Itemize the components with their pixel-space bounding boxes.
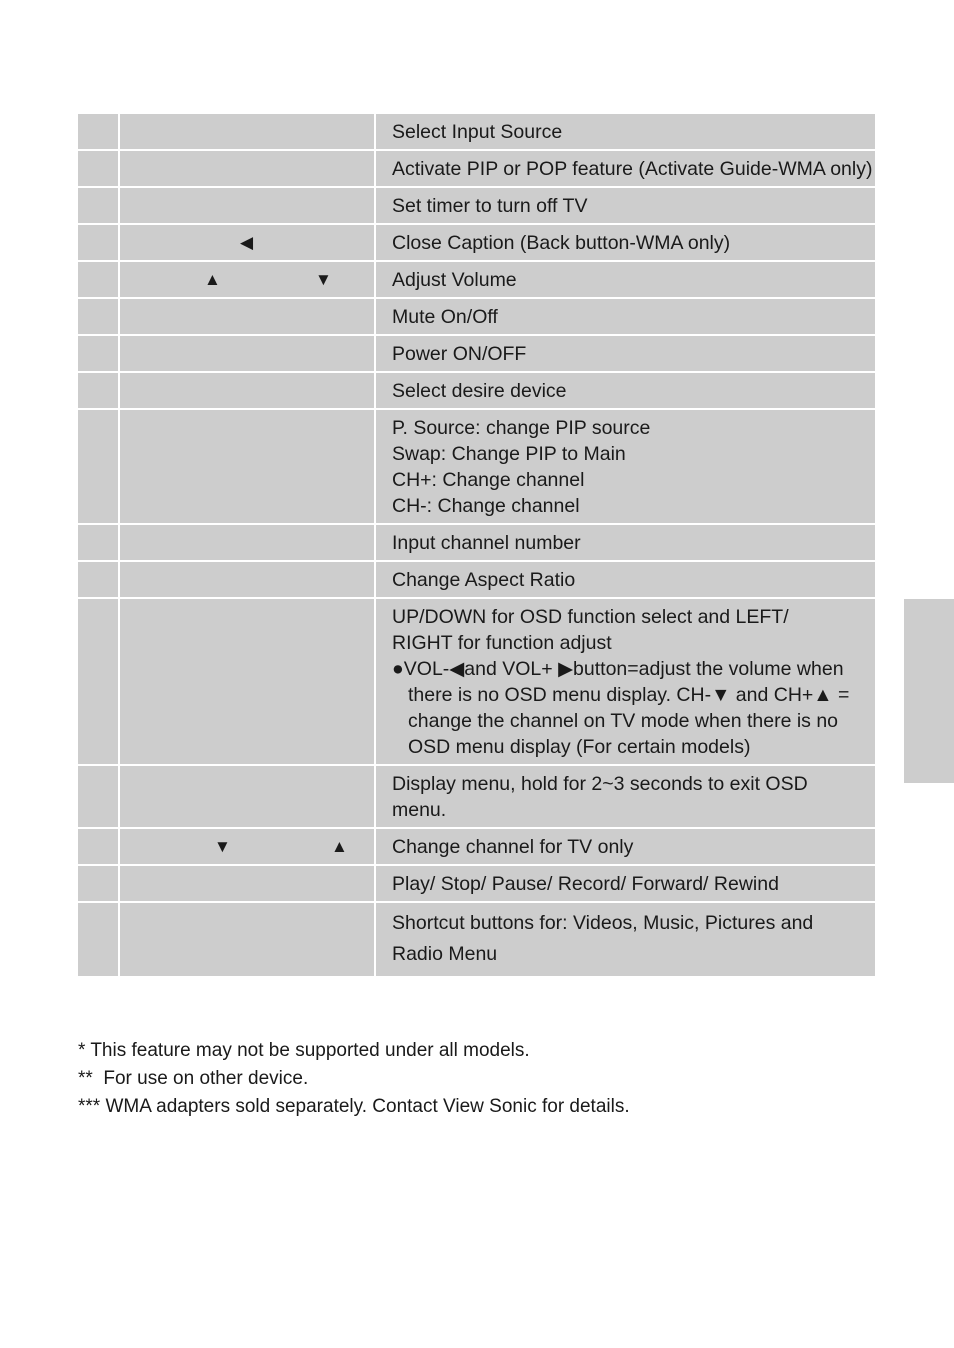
function-cell: Display menu, hold for 2~3 seconds to exit OSD menu. xyxy=(375,765,875,828)
table-row xyxy=(78,409,875,524)
number-cell xyxy=(78,828,119,865)
function-cell: Adjust Volume xyxy=(375,261,875,298)
button-cell xyxy=(119,765,375,828)
button-cell xyxy=(119,298,375,335)
table-row xyxy=(78,114,875,150)
table-row xyxy=(78,902,875,976)
side-tab xyxy=(904,599,954,783)
button-cell xyxy=(119,335,375,372)
function-cell: UP/DOWN for OSD function select and LEFT/ RIGHT for function adjust ●VOL-◀and VOL+ ▶button=adjust the volume when there is no OSD menu display. CH-▼ and CH+▲ = change the channel on TV mode when there is no OSD menu display (For certain models) xyxy=(375,598,875,765)
button-cell xyxy=(119,187,375,224)
function-cell: Select desire device xyxy=(375,372,875,409)
table-row xyxy=(78,150,875,187)
number-cell xyxy=(78,902,119,976)
table-row xyxy=(78,261,875,298)
table-row xyxy=(78,524,875,561)
number-cell xyxy=(78,409,119,524)
number-cell xyxy=(78,372,119,409)
number-cell xyxy=(78,187,119,224)
function-cell: Shortcut buttons for: Videos, Music, Pictures and Radio Menu xyxy=(375,902,875,976)
button-cell xyxy=(119,114,375,150)
number-cell xyxy=(78,114,119,150)
function-cell: Set timer to turn off TV xyxy=(375,187,875,224)
table-row xyxy=(78,372,875,409)
button-cell xyxy=(119,598,375,765)
up-arrow-icon: ▲ xyxy=(204,270,221,289)
function-cell: Change channel for TV only xyxy=(375,828,875,865)
button-cell xyxy=(119,865,375,902)
function-cell: Power ON/OFF xyxy=(375,335,875,372)
button-cell xyxy=(119,224,375,261)
down-arrow-icon: ▼ xyxy=(315,270,332,289)
footnote: ** For use on other device. xyxy=(78,1068,309,1089)
button-cell xyxy=(119,561,375,598)
table-row xyxy=(78,335,875,372)
button-cell xyxy=(119,261,375,298)
function-cell: Select Input Source xyxy=(375,114,875,150)
footnotes xyxy=(78,1037,630,1121)
button-cell xyxy=(119,524,375,561)
number-cell xyxy=(78,765,119,828)
left-arrow-icon: ◀ xyxy=(240,233,254,252)
table-row xyxy=(78,187,875,224)
number-cell xyxy=(78,224,119,261)
number-cell xyxy=(78,150,119,187)
table-row xyxy=(78,561,875,598)
up-arrow-icon: ▲ xyxy=(331,837,348,856)
function-cell: Play/ Stop/ Pause/ Record/ Forward/ Rewind xyxy=(375,865,875,902)
footnote: * This feature may not be supported under all models. xyxy=(78,1040,530,1061)
number-cell xyxy=(78,561,119,598)
button-cell xyxy=(119,409,375,524)
remote-control-table xyxy=(78,114,875,976)
table-row xyxy=(78,298,875,335)
function-cell: Input channel number xyxy=(375,524,875,561)
down-arrow-icon: ▼ xyxy=(214,837,231,856)
function-cell: Change Aspect Ratio xyxy=(375,561,875,598)
table-row xyxy=(78,598,875,765)
number-cell xyxy=(78,261,119,298)
button-cell xyxy=(119,828,375,865)
button-cell xyxy=(119,150,375,187)
function-cell: P. Source: change PIP source Swap: Change PIP to Main CH+: Change channel CH-: Change channel xyxy=(375,409,875,524)
button-cell xyxy=(119,902,375,976)
table-row xyxy=(78,828,875,865)
number-cell xyxy=(78,865,119,902)
number-cell xyxy=(78,335,119,372)
footnote: *** WMA adapters sold separately. Contact View Sonic for details. xyxy=(78,1096,630,1117)
table-row xyxy=(78,224,875,261)
table-row xyxy=(78,865,875,902)
function-cell: Close Caption (Back button-WMA only) xyxy=(375,224,875,261)
function-cell: Mute On/Off xyxy=(375,298,875,335)
function-cell: Activate PIP or POP feature (Activate Guide-WMA only) xyxy=(375,150,875,187)
number-cell xyxy=(78,524,119,561)
table-row xyxy=(78,765,875,828)
button-cell xyxy=(119,372,375,409)
number-cell xyxy=(78,298,119,335)
number-cell xyxy=(78,598,119,765)
